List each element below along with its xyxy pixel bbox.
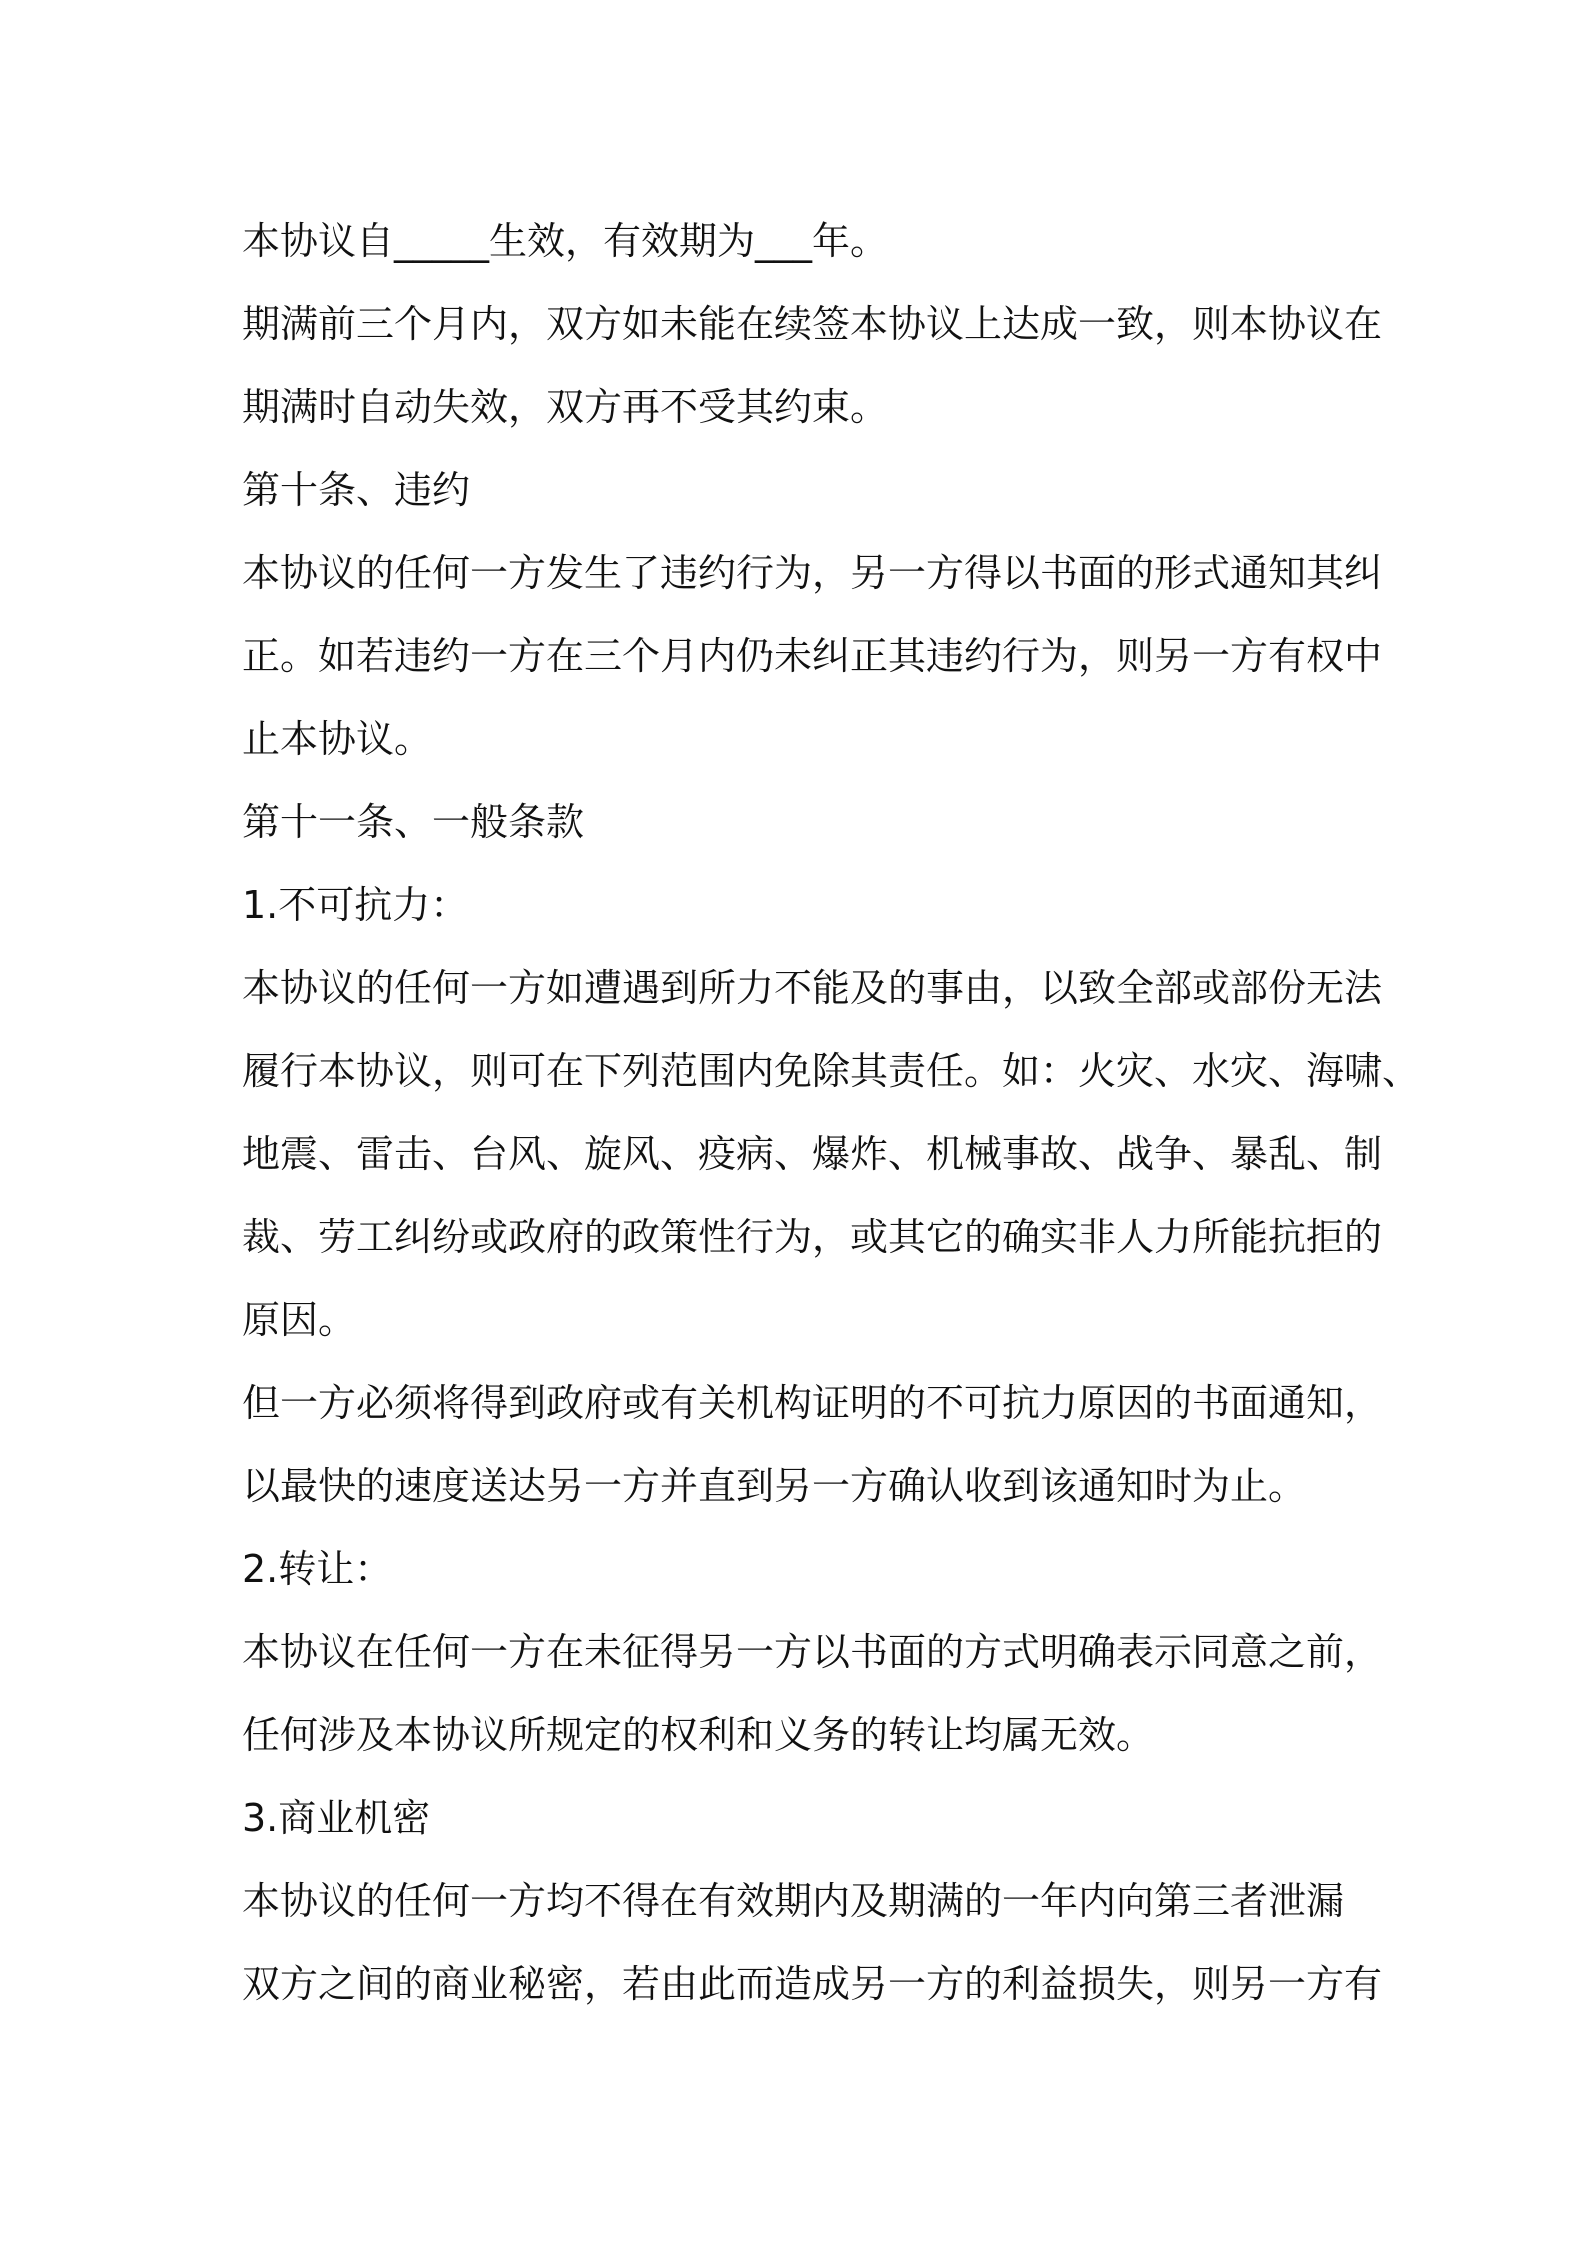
text-line: 地震、雷击、台风、旋风、疫病、爆炸、机械事故、战争、暴乱、制 (242, 1132, 1383, 1176)
text-line: 本协议在任何一方在未征得另一方以书面的方式明确表示同意之前， (242, 1630, 1383, 1674)
text-line: 本协议自_____生效，有效期为___年。 (242, 219, 889, 263)
subsection-heading: 1.不可抗力： (242, 883, 469, 927)
text-line: 裁、劳工纠纷或政府的政策性行为，或其它的确实非人力所能抗拒的 (242, 1215, 1383, 1259)
section-heading: 第十一条、一般条款 (242, 800, 585, 844)
text-line: 原因。 (242, 1298, 357, 1342)
text-line: 正。如若违约一方在三个月内仍未纠正其违约行为，则另一方有权中 (242, 634, 1383, 678)
subsection-heading: 3.商业机密 (242, 1796, 431, 1840)
text-line: 履行本协议，则可在下列范围内免除其责任。如：火灾、水灾、海啸、 (242, 1049, 1421, 1093)
text-line: 但一方必须将得到政府或有关机构证明的不可抗力原因的书面通知， (242, 1381, 1383, 1425)
text-line: 本协议的任何一方发生了违约行为，另一方得以书面的形式通知其纠 (242, 551, 1383, 595)
text-line: 期满前三个月内，双方如未能在续签本协议上达成一致，则本协议在 (242, 302, 1383, 346)
text-line: 任何涉及本协议所规定的权利和义务的转让均属无效。 (242, 1713, 1155, 1757)
document-body (242, 200, 1421, 2026)
text-line: 止本协议。 (242, 717, 433, 761)
text-line: 以最快的速度送达另一方并直到另一方确认收到该通知时为止。 (242, 1464, 1307, 1508)
text-line: 双方之间的商业秘密，若由此而造成另一方的利益损失，则另一方有 (242, 1962, 1383, 2006)
text-line: 期满时自动失效，双方再不受其约束。 (242, 385, 889, 429)
subsection-heading: 2.转让： (242, 1547, 393, 1591)
section-heading: 第十条、违约 (242, 468, 471, 512)
text-line: 本协议的任何一方如遭遇到所力不能及的事由，以致全部或部份无法 (242, 966, 1383, 1010)
text-line: 本协议的任何一方均不得在有效期内及期满的一年内向第三者泄漏 (242, 1879, 1345, 1923)
